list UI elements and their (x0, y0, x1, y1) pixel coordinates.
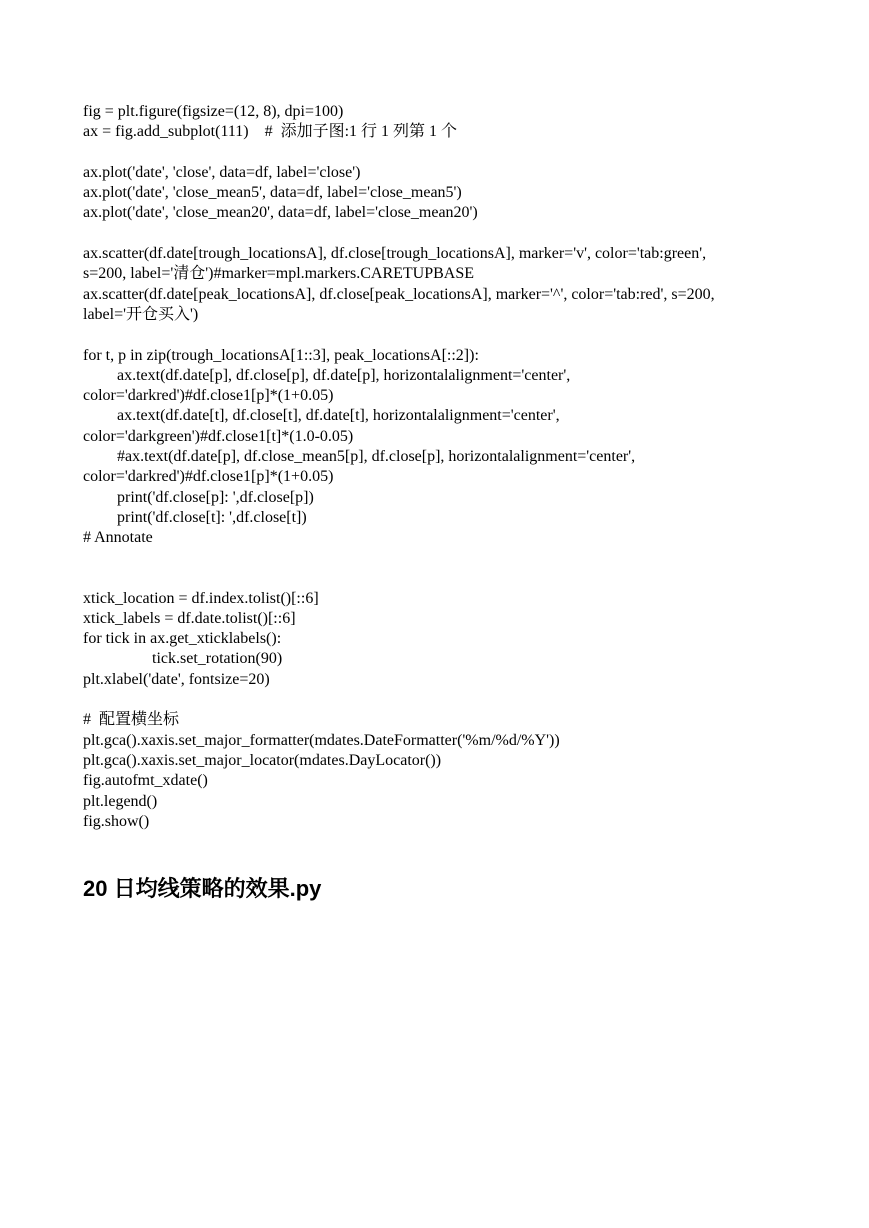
blank-line (83, 690, 843, 710)
code-line: xtick_labels = df.date.tolist()[::6] (83, 609, 296, 627)
blank-line (83, 143, 843, 163)
code-line: ax.plot('date', 'close_mean5', data=df, label='close_mean5') (83, 184, 462, 202)
code-line: color='darkgreen')#df.close1[t]*(1.0-0.05) (83, 427, 354, 445)
code-line: color='darkred')#df.close1[p]*(1+0.05) (83, 468, 334, 486)
code-line: fig.show() (83, 812, 150, 830)
blank-line (83, 224, 843, 244)
code-line: for t, p in zip(trough_locationsA[1::3], peak_locationsA[::2]): (83, 346, 479, 364)
blank-line (83, 549, 843, 589)
code-line: ax.scatter(df.date[peak_locationsA], df.close[peak_locationsA], marker='^', color='tab:red', s=200, (83, 285, 715, 303)
code-line: plt.legend() (83, 792, 158, 810)
code-line: #ax.text(df.date[p], df.close_mean5[p], df.close[p], horizontalalignment='center', (117, 448, 636, 466)
code-line: # Annotate (83, 529, 153, 547)
code-line: fig.autofmt_xdate() (83, 772, 208, 790)
code-line: ax.plot('date', 'close', data=df, label='close') (83, 163, 361, 181)
code-line: tick.set_rotation(90) (152, 650, 283, 668)
code-line: ax.scatter(df.date[trough_locationsA], df.close[trough_locationsA], marker='v', color='tab:green', (83, 245, 707, 263)
code-line: plt.gca().xaxis.set_major_locator(mdates.DayLocator()) (83, 751, 442, 769)
code-line: s=200, label='清仓')#marker=mpl.markers.CARETUPBASE (83, 265, 475, 283)
code-line: color='darkred')#df.close1[p]*(1+0.05) (83, 387, 334, 405)
code-line: for tick in ax.get_xticklabels(): (83, 630, 282, 648)
code-line: fig = plt.figure(figsize=(12, 8), dpi=100) (83, 103, 344, 120)
code-line: ax.text(df.date[t], df.close[t], df.date[t], horizontalalignment='center', (117, 407, 560, 425)
code-line: ax = fig.add_subplot(111) # 添加子图:1 行 1 列第 1 个 (83, 123, 458, 141)
code-line: ax.text(df.date[p], df.close[p], df.date[p], horizontalalignment='center', (117, 366, 571, 384)
code-line: plt.gca().xaxis.set_major_formatter(mdates.DateFormatter('%m/%d/%Y')) (83, 731, 560, 749)
code-line: xtick_location = df.index.tolist()[::6] (83, 589, 319, 607)
code-block (83, 102, 843, 832)
code-line: # 配置横坐标 (83, 711, 180, 729)
code-line: label='开仓买入') (83, 305, 199, 323)
code-line: print('df.close[t]: ',df.close[t]) (117, 508, 307, 526)
code-line: plt.xlabel('date', fontsize=20) (83, 670, 270, 688)
code-line: ax.plot('date', 'close_mean20', data=df, label='close_mean20') (83, 204, 478, 222)
section-heading: 20 日均线策略的效果.py (83, 876, 322, 901)
code-line: print('df.close[p]: ',df.close[p]) (117, 488, 314, 506)
blank-line (83, 325, 843, 345)
